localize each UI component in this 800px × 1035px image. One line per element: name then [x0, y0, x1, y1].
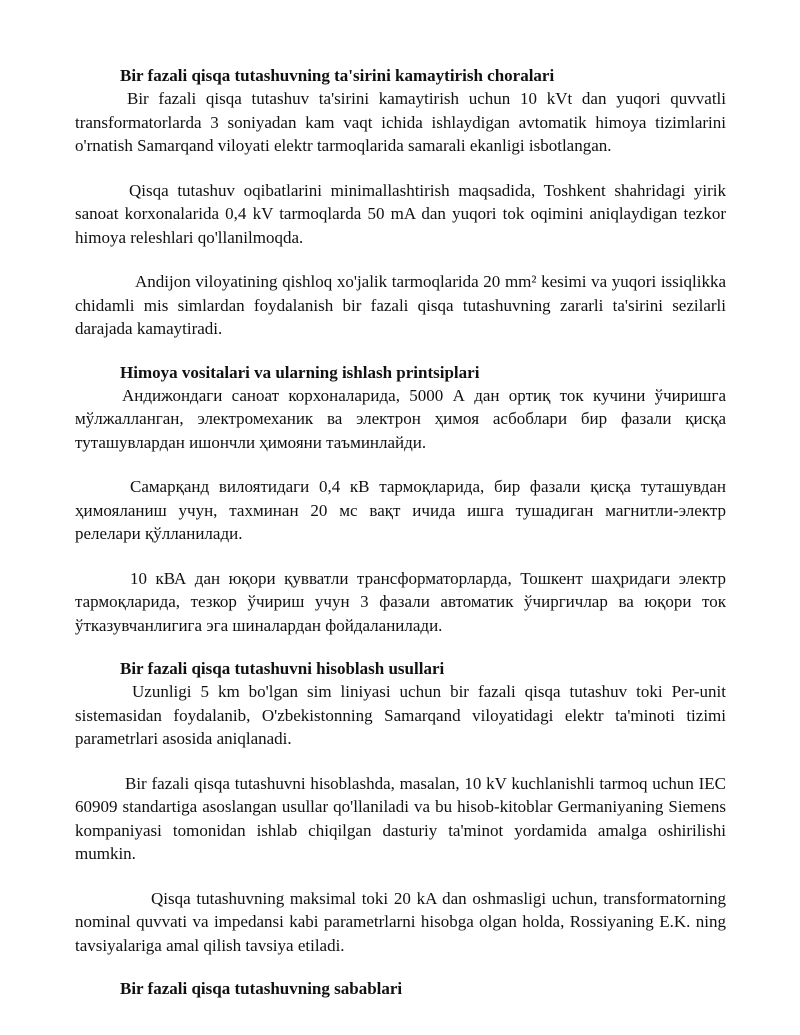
paragraph: Andijon viloyatining qishloq xo'jalik tarmoqlarida 20 mm² kesimi va yuqori issiqlikka chidamli mis simlardan foydalanish bir fazali qisqa tutashuvning zararli ta'sirini sezilarli darajada kamaytiradi. [75, 272, 726, 338]
paragraph: 10 кВА дан юқори қувватли трансформаторларда, Тошкент шаҳридаги электр тармоқларида, тезкор ўчириш учун 3 фазали автоматик ўчиргичлар ва юқори ток ўтказувчанлигига эга шиналардан фойдаланилади. [75, 568, 726, 635]
paragraph: Uzunligi 5 km bo'lgan sim liniyasi uchun bir fazali qisqa tutashuv toki Per-unit sistemasidan foydalanib, O'zbekistonning Samarqand viloyatidagi elektr ta'minoti tizimi parametrlari asosida aniqlanadi. [75, 682, 726, 748]
document-page [75, 64, 726, 1000]
section-heading: Bir fazali qisqa tutashuvning sabablari [120, 979, 403, 998]
paragraph: Андижондаги саноат корхоналарида, 5000 А дан ортиқ ток кучини ўчиришга мўлжалланган, электромеханик ва электрон ҳимоя асбоблари бир фазали қисқа туташувлардан ишончли ҳимояни таъминлайди. [75, 385, 726, 452]
paragraph: Bir fazali qisqa tutashuv ta'sirini kamaytirish uchun 10 kVt dan yuqori quvvatli transformatorlarda 3 soniyadan kam vaqt ichida ishlaydigan avtomatik himoya tizimlarini o'rnatish Samarqand viloyati elektr tarmoqlarida samarali ekanligi isbotlangan. [75, 89, 726, 155]
section-heading: Himoya vositalari va ularning ishlash printsiplari [120, 362, 480, 382]
section-heading: Bir fazali qisqa tutashuvni hisoblash usullari [120, 659, 445, 678]
paragraph: Qisqa tutashuvning maksimal toki 20 kA dan oshmasligi uchun, transformatorning nominal quvvati va impedansi kabi parametrlarni hisobga olgan holda, Rossiyaning E.K. ning tavsiyalariga amal qilish tavsiya etiladi. [75, 888, 726, 955]
section-heading: Bir fazali qisqa tutashuvning ta'sirini kamaytirish choralari [120, 66, 555, 85]
paragraph: Самарқанд вилоятидаги 0,4 кВ тармоқларида, бир фазали қисқа туташувдан ҳимояланиш учун, тахминан 20 мс вақт ичида ишга тушадиган магнитли-электр релелари қўлланилади. [75, 477, 726, 543]
paragraph: Bir fazali qisqa tutashuvni hisoblashda, masalan, 10 kV kuchlanishli tarmoq uchun IEC 60909 standartiga asoslangan usullar qo'llaniladi va bu hisob-kitoblar Germaniyaning Siemens kompaniyasi tomonidan ishlab chiqilgan dasturiy ta'minot yordamida amalga oshirilishi mumkin. [75, 773, 726, 863]
paragraph: Qisqa tutashuv oqibatlarini minimallashtirish maqsadida, Toshkent shahridagi yirik sanoat korxonalarida 0,4 kV tarmoqlarda 50 mA dan yuqori tok oqimini aniqlaydigan tezkor himoya releshlari qo'llanilmoqda. [75, 180, 726, 247]
